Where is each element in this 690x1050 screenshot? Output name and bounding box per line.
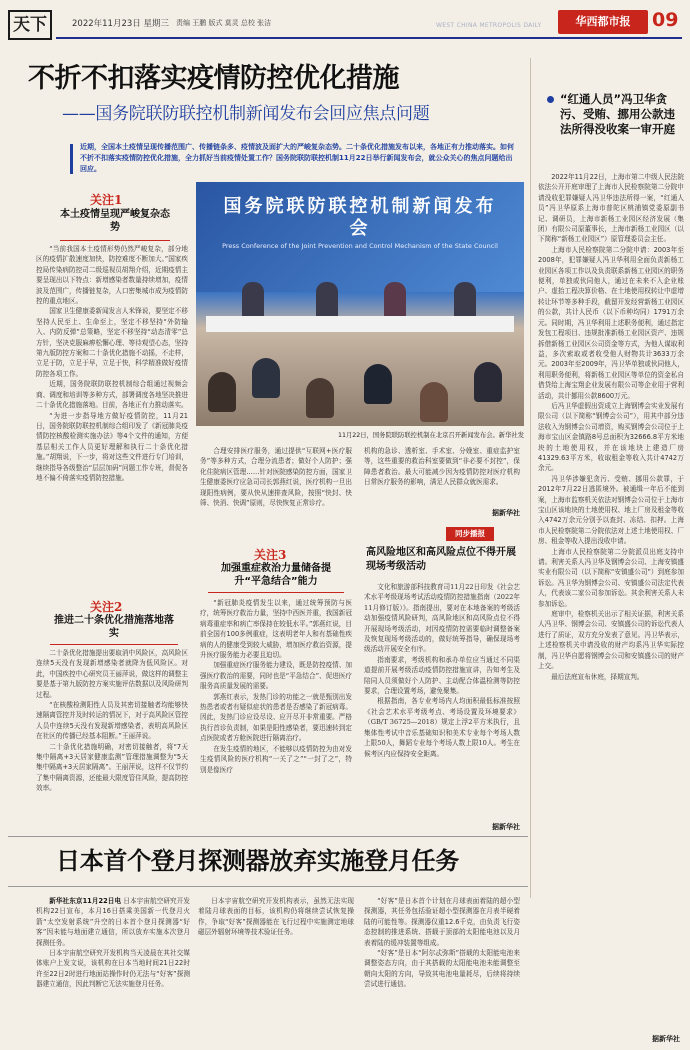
paragraph: 2022年11月22日，上海市第二中级人民法院依法公开开庭审理了上海市人民检察院第二分院申请没收犯罪嫌疑人冯卫华违法所得一案，“红通人员”冯卫华原系上海市普陀区桃浦镇党委原副书记、调研员，上海市新杨工业园区经济发展（集团）有限公司原董事长，上海市新杨工业园区（以下简称“新杨工业园区”）原管理委员会主任。 — [538, 173, 684, 244]
paragraph: 在发生疫情的地区，不能够以疫情防控为由对发生疫情风险的医疗机构“一关了之”“一封了之”，特别是像医疗 — [200, 744, 352, 774]
bottom-headline: 日本首个登月探测器放弃实施登月任务 — [56, 846, 459, 875]
bottom-col1 — [36, 896, 190, 990]
photo-banner-en: Press Conference of the Joint Prevention and Control Mechanism of the State Council — [222, 242, 498, 250]
sync-body — [364, 582, 520, 759]
focus1-heading: 本土疫情呈现严峻复杂态势 — [60, 209, 170, 233]
sync-tag: 同步播报 — [446, 527, 494, 541]
paragraph: 冯卫华涉嫌犯贪污、受贿、挪用公款罪，于2012年7月22日逃匿境外。被通缉一年后不能到案，上海市监察机关依法对钢博会公司位于上海市宝山区该地块的土地使用权、地上厂房及租金等收入4742万余元分别予以查封、冻结、扣押。上海市人民检察院第二分院依法对上述土地使用权、厂房、租金等收入提出没收申请。 — [538, 474, 684, 546]
paragraph: “新冠肺炎疫情发生以来，通过统筹预防与医疗，统筹医疗救治力量，坚持中西医并重，我国新冠病毒重症率和病亡率保持在较低水平。”郭燕红说，目前全国有100多例重症，这表明老年人和有基础性疾病的人的健康受到较大威胁，增加医疗救治资源，提升医疗服务能力必要且迫切。 — [200, 599, 352, 660]
paragraph: 日本宇宙航空研究开发机构表示，虽然无法实现着陆月球表面的目标，该机构仍将继续尝试恢复操作，争取“好客”探测器能在飞行过程中实施测定地球磁层外辐射环境等技术验证任务。 — [198, 897, 354, 937]
english-masthead: WEST CHINA METROPOLIS DAILY — [436, 22, 542, 29]
right-story-body — [538, 172, 684, 682]
editors-line: 责编 王鹏 版式 莫灵 总校 张洁 — [176, 19, 272, 27]
focus3-body — [200, 598, 352, 775]
lead-accent-bar — [70, 144, 73, 174]
focus2-rule — [50, 644, 178, 645]
bottom-rule — [8, 886, 528, 887]
hospital-text-cont — [364, 446, 520, 488]
sync-heading: 高风险地区和高风险点位不得开展现场考级活动 — [366, 547, 516, 572]
speaker-figure — [242, 282, 264, 318]
paragraph: “当前我国本土疫情形势仍然严峻复杂，部分地区的疫情扩散速度加快，防控难度不断加大。”国家疾控局传染病防控司二级巡视员胡翔介绍，近期疫情主要呈现出以下特点：新增感染者数量持续增加，疫情波及范围广，传播链复杂，人口密集城市成为疫情防控的重点地区。 — [36, 245, 188, 306]
paragraph: 上海市人民检察院第二分院派员出庭支持申请。利害关系人冯卫华及钢博会公司、上海安镇盛实业有限公司（以下简称“安镇盛公司”）到庭参加诉讼。冯卫华为钢博会公司、安镇盛公司法定代表人，代表该二家公司参加诉讼。其余利害关系人未参加诉讼。 — [538, 547, 684, 608]
paragraph: 后冯卫华虚假出资成立上海钢博会实业发展有限公司（以下简称“钢博会公司”），用其中部分违法收入为钢博会公司增资，购买钢博会公司位于上海市宝山区金镇路8号总面积为32666.8平方米地块的土地使用权，并在该地块上建造厂房41329.63平方米，收取租金等收入共计4742万余元。 — [538, 401, 684, 473]
audience-figure — [306, 378, 334, 418]
audience-figure — [252, 358, 280, 398]
paragraph: “好客”是日本首个计划在月球表面着陆的超小型探测器，其任务包括验证超小型探测器在月表半硬着陆的可能性等。探测器仅重12.6千克，由负责飞行姿态控制的推进系统、搭载于顶部的太阳能电池以及月表着陆的缓冲装置等组成。 — [364, 897, 520, 947]
paragraph: 国家卫生健康委新闻发言人米锋说，要坚定不移坚持人民至上、生命至上，坚定不移坚持“外防输入、内防反弹”总策略，坚定不移坚持“动态清零”总方针，坚决克服麻痹松懈心理、等待观望心态，坚持第九版防控方案和二十条优化措施不动摇，不走样，立足于防，立足于早，立足于快，科学精准做好疫情防控各项工作。 — [36, 307, 188, 378]
audience-figure — [208, 372, 236, 412]
main-headline: 不折不扣落实疫情防控优化措施 — [28, 63, 399, 94]
dateline: 新华社东京11月22日电 — [49, 897, 122, 905]
bottom-top-rule — [8, 836, 528, 837]
paragraph: 二十条优化措施提出要取消中风险区，高风险区连续5天没有发现新增感染者就降为低风险区。对此，中国疾控中心研究员王丽萍说，做这样的调整主要是基于第九版防控方案实施评估数据以及风险研判过程。 — [36, 649, 188, 699]
header-rule — [56, 37, 682, 39]
bullet-icon — [547, 96, 554, 103]
paragraph: 机构的急诊、透析室、手术室、分娩室、重症监护室等，这些重要的救治科室要做到“非必要不封控”，保障患者救治。最大可能减少因为疫情防控对医疗机构日常医疗服务的影响，满足人民群众就医需求。 — [364, 447, 520, 487]
paragraph: 日本宇宙航空研究开发机构22日宣布，本月16日搭乘美国新一代登月火箭“太空发射系统”升空的日本首个登月探测器“好客”因未能与地面建立通信，所以放弃实施本次登月探测任务。 — [36, 897, 190, 947]
bottom-col2 — [198, 896, 354, 938]
source-credit: 据新华社 — [652, 1035, 680, 1043]
source-credit: 据新华社 — [492, 823, 520, 831]
paragraph: 近期，国务院联防联控机制综合组通过视频会商、调度和培训等多种方式，部署调度各地坚决推进二十条优化措施落地。目前，各地正有力推动落实。 — [36, 380, 188, 410]
section-label: 天下 — [8, 10, 52, 40]
focus1-kicker: 关注1 — [90, 193, 123, 207]
speaker-figure — [384, 282, 406, 318]
paragraph: 指南要求，考级机构和承办单位应当通过不同渠道提前开展考级活动疫情防控措施宣讲，告知考生及陪同人员须做好个人防护、主动配合体温检测等防控要求，合理设置考场，避免聚集。 — [364, 655, 520, 696]
column-divider — [530, 58, 531, 898]
paragraph: 根据指南，各专业考场内人均面积最低标准按照《社会艺术水平考级考点、考场设置及环境要求》（GB/T 36725—2018）规定上浮2平方米执行，且集体性考试中音乐基础知识和美术专业每个考场人数上限50人，舞蹈专业每个考场人数上限10人。考生在候考区内应保持安全距离。 — [364, 697, 520, 758]
audience-figure — [474, 362, 502, 402]
lead-paragraph: 近期，全国本土疫情呈现传播范围广、传播链条多、疫情波及面扩大的严峻复杂态势。二十条优化措施发布以来，各地正有力推动落实。如何不折不扣落实疫情防控优化措施，全力抓好当前疫情处置工作？国务院联防联控机制11月22日举行新闻发布会，就公众关心的焦点问题给出回应。 — [80, 143, 514, 173]
right-story-headline: “红通人员”冯卫华贪污、受贿、挪用公款违法所得没收案一审开庭 — [560, 92, 675, 136]
focus1-body — [36, 244, 188, 483]
speaker-figure — [454, 282, 476, 318]
focus2-heading: 推进二十条优化措施落地落实 — [54, 615, 174, 639]
paragraph: “为进一步指导地方做好疫情防控，11月21日，国务院联防联控机制综合组印发了《新冠肺炎疫情防控核酸检测实施办法》等4个文件的通知，方便基层相关工作人员更好理解和执行二十条优化措施。”胡翔说，下一步，将对这些文件进行专门培训，继续指导各级整治“层层加码”问题工作专班，督促各地不偏不倚落实疫情防控措施。 — [36, 411, 188, 482]
bottom-col3 — [364, 896, 520, 990]
press-conference-photo — [196, 182, 524, 426]
page-number: 09 — [652, 9, 679, 31]
paragraph: 文化和旅游部科技教育司11月22日印发《社会艺术水平考级现场考试活动疫情防控措施指南（2022年11月修订版）》。指南提出，要对在本地备案的考级活动加强疫情风险研判，高风险地区和高风险点位不得开展现场考级活动，对因疫情防控需要临时调整备案及恢复现场考级活动的，做好统筹指导，确保现场考级活动开展安全有序。 — [364, 583, 520, 654]
paragraph: 最后法庭宣布休庭，择期宣判。 — [551, 672, 644, 681]
audience-figure — [364, 364, 392, 404]
paragraph: “在核酸检测阳性人员及其密切接触者均能够快速隔离管控并及时转运的情况下，对于高风险区管控人员中连续5天没有发现新增感染者，表明高风险区在社区的传播已经基本阻断。”王丽萍说。 — [36, 701, 188, 741]
paragraph: 合理安排医疗服务，通过提供“互联网+医疗服务”等多种方式，合理分流患者；做好个人防护；强化住院病区管理……针对医院感染防控方面，国家卫生健康委医疗应急司司长郭燕红说，医疗机构一旦出现阳性病例，要从快从速排查风险，按照“快封、快筛、快消、快调”原则，尽快恢复正常诊疗。 — [200, 447, 352, 508]
focus1-rule — [60, 240, 170, 241]
paragraph: 上海市人民检察院第二分院申请：2003年至2008年，犯罪嫌疑人冯卫华利用全面负责新杨工业园区各项工作以及负责联系新杨工业园区的职务便利，单独或伙同他人，通过在未来不入企业账户、虚抬工程决算价格、在土地使用权转让中虚增转让环节等多种手段，截留开发经营新杨工业园区的公款，共计人民币（以下币种均同）1791万余元。同时期，冯卫华利用上述职务便利，通过指定发包工程项目、违规批准新杨工业园区资产、违规拆借新杨工业园区公司资金等方式，为他人谋取利益，多次索取或者收受他人财物共计3633万余元。2003年至2009年，冯卫华单独或伙同他人，利用职务便利，将新杨工业园区等单位的资金私自借贷给上海宝翔企业发展有限公司等企业用于营利活动，共计挪用公款8600万元。 — [538, 245, 684, 400]
paragraph: 日本宇宙航空研究开发机构当天凌晨在其社交媒体账户上发文说，该机构在日本当地时间21日22时许至22日2时进行地面站操作时仍无法与“好客”探测器建立通信，因此判断它无法实施登月任务。 — [36, 949, 190, 989]
paragraph: 加强重症医疗服务能力建设，既是防控疫情、加强医疗救治的需要，同时也是“平急结合”、促进医疗服务高质量发展的需要。 — [200, 661, 352, 691]
speaker-figure — [316, 282, 338, 318]
paragraph: “好客”是日本“阿尔忒弥斯”搭载的太阳能电池来调整姿态方向，由于其搭载的太阳能电池未能调整至朝向太阳的方向，导致其电池电量耗尽，后续将持续尝试进行通信。 — [364, 949, 520, 989]
paragraph: 庭审中，检察机关出示了相关证据，利害关系人冯卫华、钢博会公司、安镇盛公司的诉讼代表人进行了质证，双方充分发表了意见。冯卫华表示，上述检察机关申请没收的财产均系冯卫华实际控制，冯卫华自愿将钢博会公司和安镇盛公司的财产上交。 — [538, 610, 684, 671]
focus3-heading: 加强重症救治力量储备提升“平急结合”能力 — [221, 563, 331, 587]
paragraph: 二十条优化措施明确，对密切接触者，将“7天集中隔离+3天居家健康监测”管理措施调整为“5天集中隔离+3天居家隔离”。王丽萍说，这样不仅节约了集中隔离资源，还能最大限度管住风险，提高防控效率。 — [36, 742, 188, 793]
photo-banner-cn: 国务院联防联控机制新闻发布会 — [223, 196, 497, 239]
speaker-table — [206, 316, 514, 332]
issue-date: 2022年11月23日 星期三 — [72, 19, 169, 29]
source-credit: 据新华社 — [492, 509, 520, 517]
hospital-text — [200, 446, 352, 508]
focus2-kicker: 关注2 — [90, 600, 123, 614]
photo-caption: 11月22日，国务院联防联控机制在北京召开新闻发布会。新华社发 — [337, 432, 524, 439]
main-subheadline: ——国务院联防联控机制新闻发布会回应焦点问题 — [62, 104, 430, 124]
focus3-kicker: 关注3 — [254, 548, 287, 562]
newspaper-logo: 华西都市报 — [558, 10, 648, 34]
focus3-rule — [208, 592, 344, 593]
audience-figure — [420, 382, 448, 422]
paragraph: 郭燕红表示，发热门诊的功能之一就是甄别出发热患者或者有疑似症状的患者是否感染了新冠病毒。因此，发热门诊应设尽设、应开尽开非常重要。严格执行首诊负责制，如果是阳性感染者，要迅速转到定点医院或者方舱医院进行隔离治疗。 — [200, 692, 352, 743]
focus2-body — [36, 648, 188, 794]
